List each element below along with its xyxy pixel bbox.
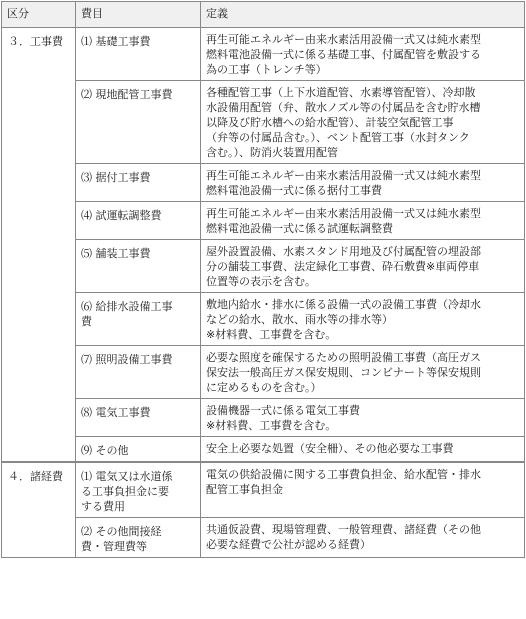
definition-text: 安全上必要な処置（安全柵）、その他必要な工事費 [206, 442, 454, 455]
table-row [2, 293, 525, 346]
cost-item-cell [76, 462, 201, 518]
table-row [2, 164, 525, 202]
cost-item-text: ⑵ その他間接経 [81, 525, 162, 538]
cost-item-cell [76, 346, 201, 399]
definition-cell [201, 164, 525, 202]
cost-item-cell [76, 518, 201, 558]
cost-item-cell [76, 164, 201, 202]
cost-item-text: ⑼ その他 [81, 444, 129, 457]
definition-text: 位置等の表示を含む。 [206, 275, 316, 288]
definition-cell [201, 399, 525, 437]
definition-text: ※材料費、工事費を含む。 [206, 419, 337, 432]
definition-text: などの給水、散水、雨水等の排水等） [206, 313, 393, 326]
cost-item-cell [76, 293, 201, 346]
category-label: ４．諸経費 [2, 462, 76, 558]
table-row [2, 240, 525, 293]
cost-item-text: る工事負担金に要 [81, 485, 169, 498]
cost-item-text: ⑴ 電気又は水道係 [81, 470, 173, 483]
cost-item-cell [76, 202, 201, 240]
cost-item-cell [76, 399, 201, 437]
header-row [2, 2, 525, 28]
definition-text: 再生可能エネルギー由来水素活用設備一式又は純水素型 [206, 33, 481, 46]
definition-text: 必要な経費で公社が認める経費） [206, 538, 371, 551]
definition-text: 水設備用配管（弁、散水ノズル等の付属品を含む貯水槽 [206, 101, 481, 114]
category-label: ３．工事費 [2, 28, 76, 463]
definition-cell [201, 28, 525, 81]
definition-cell [201, 518, 525, 558]
cost-item-text: する費用 [81, 500, 125, 513]
header-himoku: 費目 [76, 2, 201, 28]
table-body [2, 28, 525, 558]
table-row [2, 202, 525, 240]
definition-text: 分の舗装工事費、法定緑化工事費、砕石敷費※車両停車 [206, 260, 480, 273]
definition-text: 必要な照度を確保するための照明設備工事費（高圧ガス [206, 351, 481, 364]
cost-definition-table [1, 1, 525, 558]
definition-text: 燃料電池設備一式に係る据付工事費 [206, 184, 382, 197]
cost-item-text: ⑵ 現地配管工事費 [81, 88, 173, 101]
cost-item-text: 費 [81, 315, 92, 328]
definition-cell [201, 81, 525, 164]
definition-text: 共通仮設費、現場管理費、一般管理費、諸経費（その他 [206, 523, 481, 536]
definition-text: 為の工事（トレンチ等） [206, 63, 327, 76]
cost-item-cell [76, 28, 201, 81]
cost-item-text: ⑶ 据付工事費 [81, 171, 151, 184]
cost-item-text: ⑺ 照明設備工事費 [81, 353, 173, 366]
table-row [2, 28, 525, 81]
table-row [2, 518, 525, 558]
cost-item-text: ⑹ 給排水設備工事 [81, 300, 173, 313]
table-row [2, 437, 525, 463]
cost-item-text: ⑷ 試運転調整費 [81, 209, 162, 222]
cost-item-cell [76, 81, 201, 164]
definition-text: 保安法一般高圧ガス保安規則、コンビナート等保安規則 [206, 366, 481, 379]
definition-cell [201, 240, 525, 293]
cost-item-cell [76, 240, 201, 293]
definition-text: 燃料電池設備一式に係る基礎工事、付属配管を敷設する [206, 48, 481, 61]
table-row [2, 462, 525, 518]
cost-item-text: ⑴ 基礎工事費 [81, 35, 151, 48]
table-row [2, 399, 525, 437]
definition-text: 敷地内給水・排水に係る設備一式の設備工事費（冷却水 [206, 298, 481, 311]
cost-item-text: ⑻ 電気工事費 [81, 406, 151, 419]
definition-text: ※材料費、工事費を含む。 [206, 328, 337, 341]
cost-item-text: ⑸ 舗装工事費 [81, 247, 151, 260]
header-kubun: 区分 [2, 2, 76, 28]
definition-text: 設備機器一式に係る電気工事費 [206, 404, 360, 417]
definition-text: 配管工事負担金 [206, 483, 283, 496]
definition-cell [201, 293, 525, 346]
definition-text: 燃料電池設備一式に係る試運転調整費 [206, 222, 393, 235]
definition-text: に定めるものを含む。） [206, 381, 322, 394]
definition-text: 再生可能エネルギー由来水素活用設備一式又は純水素型 [206, 207, 481, 220]
table-row [2, 81, 525, 164]
definition-cell [201, 462, 525, 518]
definition-cell [201, 202, 525, 240]
definition-text: 以降及び貯水槽への給水配管）、計装空気配管工事 [206, 116, 454, 129]
header-teigi: 定義 [201, 2, 525, 28]
definition-cell [201, 437, 525, 463]
cost-item-cell [76, 437, 201, 463]
definition-text: 含む。）、防消火装置用配管 [206, 146, 338, 159]
definition-text: 電気の供給設備に関する工事費負担金、給水配管・排水 [206, 468, 481, 481]
cost-item-text: 費・管理費等 [81, 540, 147, 553]
table-row [2, 346, 525, 399]
definition-text: 各種配管工事（上下水道配管、水素導管配管）、冷却散 [206, 86, 476, 99]
definition-text: 再生可能エネルギー由来水素活用設備一式又は純水素型 [206, 169, 481, 182]
definition-text: 屋外設置設備、水素スタンド用地及び付属配管の埋設部 [206, 245, 481, 258]
definition-text: （弁等の付属品含む。）、ベント配管工事（水封タンク [206, 131, 470, 144]
definition-cell [201, 346, 525, 399]
